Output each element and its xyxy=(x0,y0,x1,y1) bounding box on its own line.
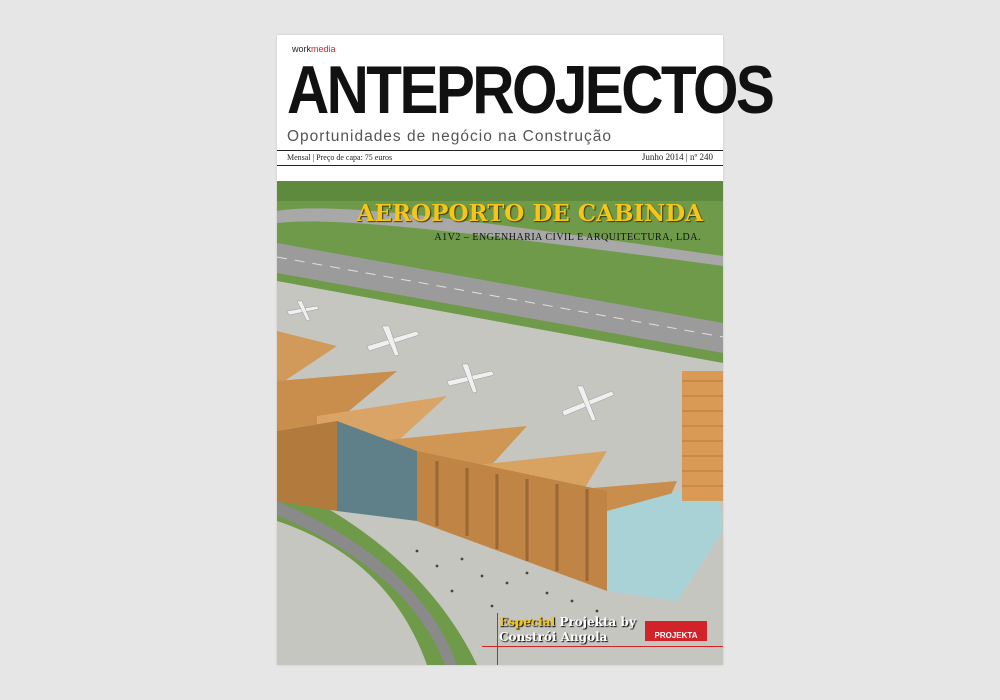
publisher-suffix: media xyxy=(311,44,336,54)
special-rest: Projekta by xyxy=(555,615,636,629)
special-line2: Constrói Angola xyxy=(499,630,608,644)
publisher-prefix: work xyxy=(292,44,312,54)
divider-top xyxy=(277,150,723,151)
special-word: Especial xyxy=(499,615,556,629)
issue-price: Mensal | Preço de capa: 75 euros xyxy=(287,153,393,162)
magazine-cover xyxy=(277,35,773,665)
divider-bottom xyxy=(277,165,723,166)
special-feature xyxy=(499,615,636,645)
tagline: Oportunidades de negócio na Construção xyxy=(287,128,612,145)
accent-line-horizontal xyxy=(482,646,723,647)
issue-date: Junho 2014 | nº 240 xyxy=(641,152,713,162)
cover-headline: AEROPORTO DE CABINDA xyxy=(356,200,703,227)
projekta-logo: PROJEKTA xyxy=(645,621,707,641)
accent-line-vertical xyxy=(497,613,498,665)
cover-photo xyxy=(277,181,723,665)
cover-subhead: A1V2 – ENGENHARIA CIVIL E ARQUITECTURA, LDA. xyxy=(434,232,701,243)
masthead-title: ANTEPROJECTOS xyxy=(287,52,773,128)
